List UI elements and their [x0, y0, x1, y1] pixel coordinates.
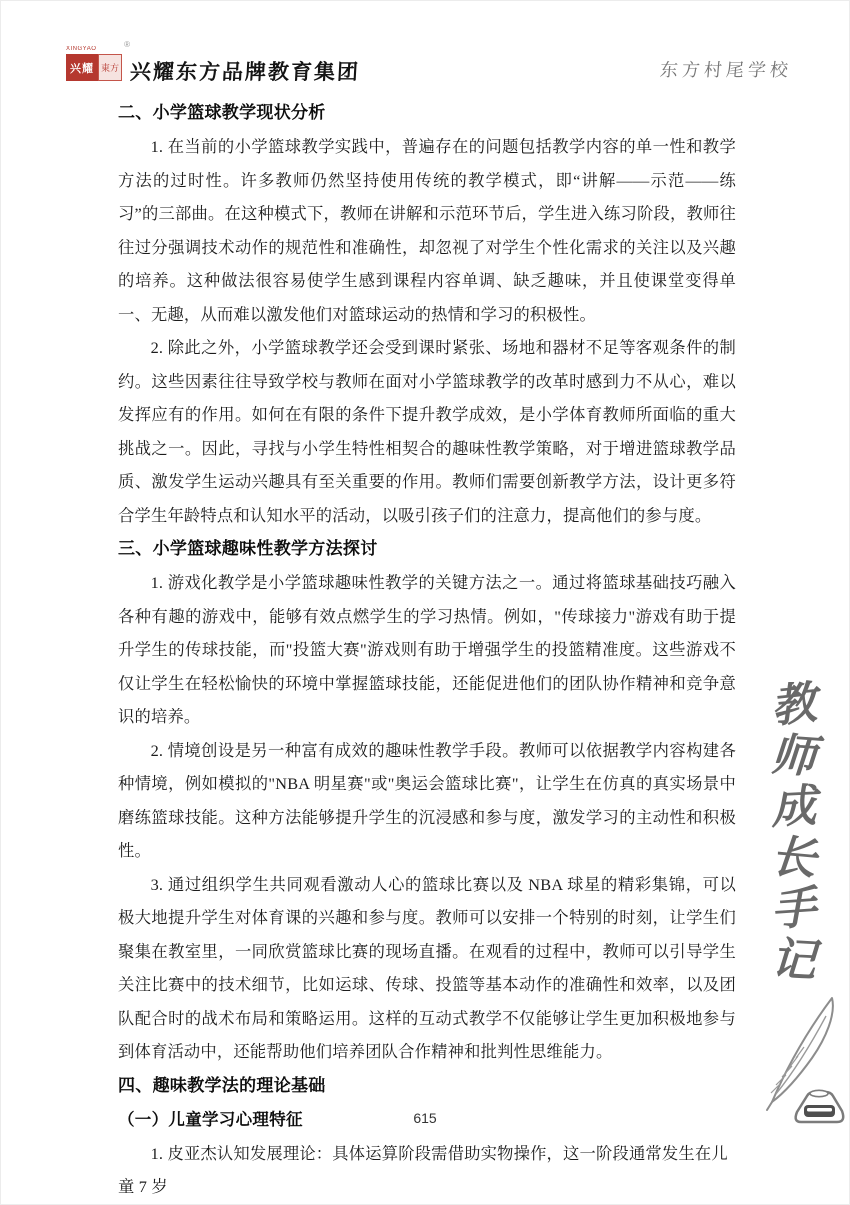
section-3-heading: 三、小学篮球趣味性教学方法探讨 [118, 539, 378, 558]
watermark-char: 师 [769, 729, 819, 783]
watermark-char: 成 [770, 780, 818, 834]
paragraph: 1. 游戏化教学是小学篮球趣味性教学的关键方法之一。通过将篮球基础技巧融入各种有趣的游戏中，能够有效点燃学生的学习热情。例如，"传球接力"游戏有助于提升学生的传球技能，而"投篮大赛"游戏则有助于增强学生的投篮精准度。这些游戏不仅让学生在轻松愉快的环境中掌握篮球技能，还能促进他们的团队协作精神和竞争意识的培养。 [118, 573, 736, 726]
document-body [118, 96, 736, 1204]
seal-right-text: 東方 [98, 54, 122, 81]
paragraph: 2. 除此之外，小学篮球教学还会受到课时紧张、场地和器材不足等客观条件的制约。这些因素往往导致学校与教师在面对小学篮球教学的改革时感到力不从心，难以发挥应有的作用。如何在有限的条件下提升教学成效，是小学体育教师所面临的重大挑战之一。因此，寻找与小学生特性相契合的趣味性教学策略，对于增进篮球教学品质、激发学生运动兴趣具有至关重要的作用。教师们需要创新教学方法，设计更多符合学生年龄特点和认知水平的活动，以吸引孩子们的注意力，提高他们的参与度。 [118, 338, 736, 525]
school-name: 东方村尾学校 [659, 60, 793, 80]
seal-tiny-text: XINGYAO [66, 46, 97, 52]
paragraph: 3. 通过组织学生共同观看激动人心的篮球比赛以及 NBA 球星的精彩集锦，可以极大地提升学生对体育课的兴趣和参与度。教师可以安排一个特别的时刻，让学生们聚集在教室里，一同欣赏篮球比赛的现场直播。在观看的过程中，教师可以引导学生关注比赛中的技术细节，比如运球、传球、投篮等基本动作的准确性和效率，以及团队配合时的战术布局和策略运用。这样的互动式教学不仅能够让学生更加积极地参与到体育活动中，还能帮助他们培养团队合作精神和批判性思维能力。 [118, 874, 736, 1061]
page-number: 615 [413, 1110, 437, 1126]
brand-group [66, 40, 361, 86]
section-4-heading: 四、趣味教学法的理论基础 [118, 1075, 326, 1095]
paragraph: 2. 情境创设是另一种富有成效的趣味性教学手段。教师可以依据教学内容构建各种情境，例如模拟的"NBA 明星赛"或"奥运会篮球比赛"，让学生在仿真的真实场景中磨练篮球技能。这种方法能够提升学生的沉浸感和参与度，激发学习的主动性和积极性。 [118, 740, 736, 860]
page-header [66, 40, 793, 86]
seal-body [66, 54, 122, 81]
section-4-subheading: （一）儿童学习心理特征 [118, 1110, 303, 1129]
watermark-vertical-text [748, 677, 840, 987]
brand-name: 兴耀东方品牌教育集团 [129, 60, 361, 84]
paragraph: 1. 在当前的小学篮球教学实践中，普遍存在的问题包括教学内容的单一性和教学方法的过时性。许多教师仍然坚持使用传统的教学模式，即“讲解——示范——练习”的三部曲。在这种模式下，教师在讲解和示范环节后，学生进入练习阶段，教师往往过分强调技术动作的规范性和准确性，却忽视了对学生个性化需求的关注以及兴趣的培养。这种做法很容易使学生感到课程内容单调、缺乏趣味，并且使课堂变得单一、无趣，从而难以激发他们对篮球运动的热情和学习的积极性。 [118, 137, 736, 324]
watermark-char: 手 [769, 882, 819, 936]
watermark-char: 教 [768, 677, 819, 733]
watermark-char: 长 [769, 831, 819, 885]
registered-mark: ® [124, 40, 130, 49]
paragraph: 1. 皮亚杰认知发展理论：具体运算阶段需借助实物操作，这一阶段通常发生在儿童 7 岁 [118, 1143, 728, 1196]
watermark-char: 记 [770, 933, 818, 987]
seal-left-text: 兴耀 [66, 54, 98, 81]
section-2-heading: 二、小学篮球教学现状分析 [118, 103, 326, 122]
brand-seal-icon [66, 40, 130, 81]
